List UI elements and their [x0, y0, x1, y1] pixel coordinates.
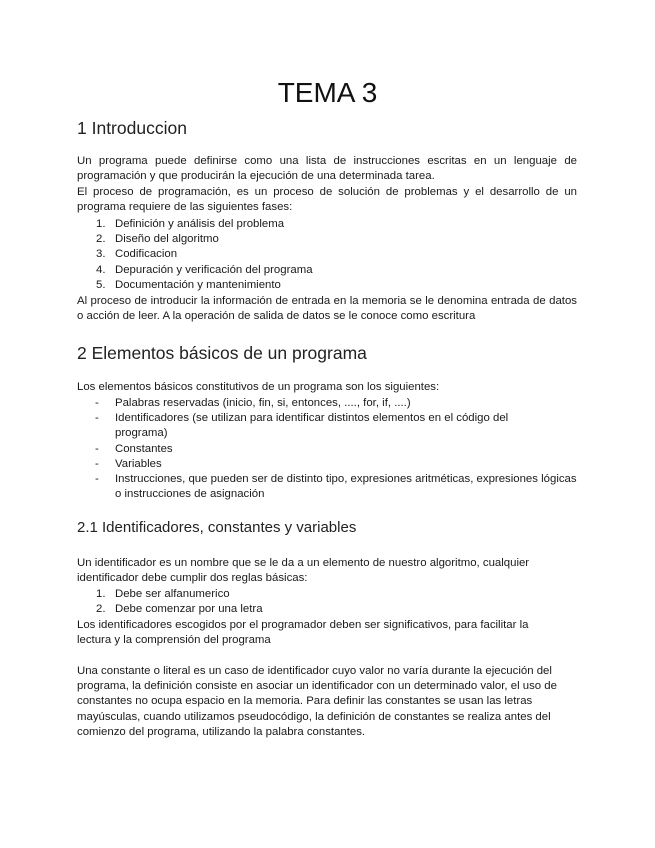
section-1-paragraph-2: El proceso de programación, es un proceso de solución de problemas y el desarrollo de un programa requiere de las siguientes fases:	[77, 186, 577, 214]
list-item-text: Diseño del algoritmo	[115, 233, 219, 246]
list-item-text: Documentación y mantenimiento	[115, 278, 281, 291]
list-marker: -	[95, 442, 99, 455]
list-item	[77, 587, 577, 602]
section-2-heading: 2 Elementos básicos de un programa	[77, 343, 367, 363]
list-item-text: Depuración y verificación del programa	[115, 263, 313, 276]
list-marker: 5.	[96, 278, 106, 291]
rules-list	[77, 587, 577, 617]
section-2-1-paragraph-2: Los identificadores escogidos por el programador deben ser significativos, para facilitar la lectura y la comprensión del programa	[77, 619, 529, 647]
list-marker: -	[95, 457, 99, 470]
list-marker: 3.	[96, 248, 106, 261]
list-item	[77, 247, 577, 262]
list-marker: -	[95, 412, 99, 425]
list-item	[77, 263, 577, 278]
list-item-text: Constantes	[115, 442, 173, 455]
elements-list	[77, 396, 577, 502]
section-2-intro: Los elementos básicos constitutivos de un programa son los siguientes:	[77, 381, 440, 393]
list-item	[77, 217, 577, 232]
list-item-text: Debe comenzar por una letra	[115, 603, 263, 616]
list-item	[77, 411, 577, 441]
list-item-text: Instrucciones, que pueden ser de distinto tipo, expresiones aritméticas, expresiones lógicas o instrucciones de asignación	[115, 473, 577, 501]
list-item	[77, 602, 577, 617]
list-item	[77, 396, 577, 411]
list-item-text: Variables	[115, 457, 162, 470]
phases-list	[77, 217, 577, 293]
section-1-heading: 1 Introduccion	[77, 118, 187, 138]
section-1-paragraph-3: Al proceso de introducir la información de entrada en la memoria se le denomina entrada de datos o acción de leer. A la operación de salida de datos se le conoce como escritura	[77, 295, 577, 323]
list-item-text: Definición y análisis del problema	[115, 218, 285, 230]
list-item	[77, 278, 577, 293]
list-marker: 2.	[96, 603, 106, 616]
list-item	[77, 442, 577, 457]
section-2-1-paragraph-1: Un identificador es un nombre que se le da a un elemento de nuestro algoritmo, cualquier identificador debe cumplir dos reglas básicas:	[77, 557, 530, 585]
list-marker: 2.	[96, 233, 106, 246]
list-item-text: Debe ser alfanumerico	[115, 588, 230, 600]
list-item-text: Identificadores (se utilizan para identificar distintos elementos en el código del programa)	[115, 412, 509, 440]
section-1-paragraph-1: Un programa puede definirse como una lista de instrucciones escritas en un lenguaje de programación y que producirán la ejecución de una determinada tarea.	[77, 155, 577, 183]
list-item	[77, 457, 577, 472]
list-marker: -	[95, 397, 99, 409]
list-marker: -	[95, 473, 99, 486]
list-marker: 1.	[96, 588, 106, 600]
list-marker: 4.	[96, 263, 106, 276]
list-item-text: Codificacion	[115, 248, 178, 261]
list-item	[77, 232, 577, 247]
document-title: TEMA 3	[277, 77, 378, 108]
list-item	[77, 472, 577, 502]
list-marker: 1.	[96, 218, 106, 230]
section-2-1-paragraph-3: Una constante o literal es un caso de identificador cuyo valor no varía durante la ejecución del programa, la definición consiste en asociar un identificador con un determinado valor, el uso de constantes no ocupa espacio en la memoria. Para definir las constantes se usan las letras mayúsculas, cuando utilizamos pseudocódigo, la definición de constantes se realiza antes del comienzo del programa, utilizando la palabra constantes.	[77, 665, 557, 738]
list-item-text: Palabras reservadas (inicio, fin, si, entonces, ...., for, if, ....)	[115, 397, 411, 409]
section-2-1-heading: 2.1 Identificadores, constantes y variables	[77, 519, 357, 536]
